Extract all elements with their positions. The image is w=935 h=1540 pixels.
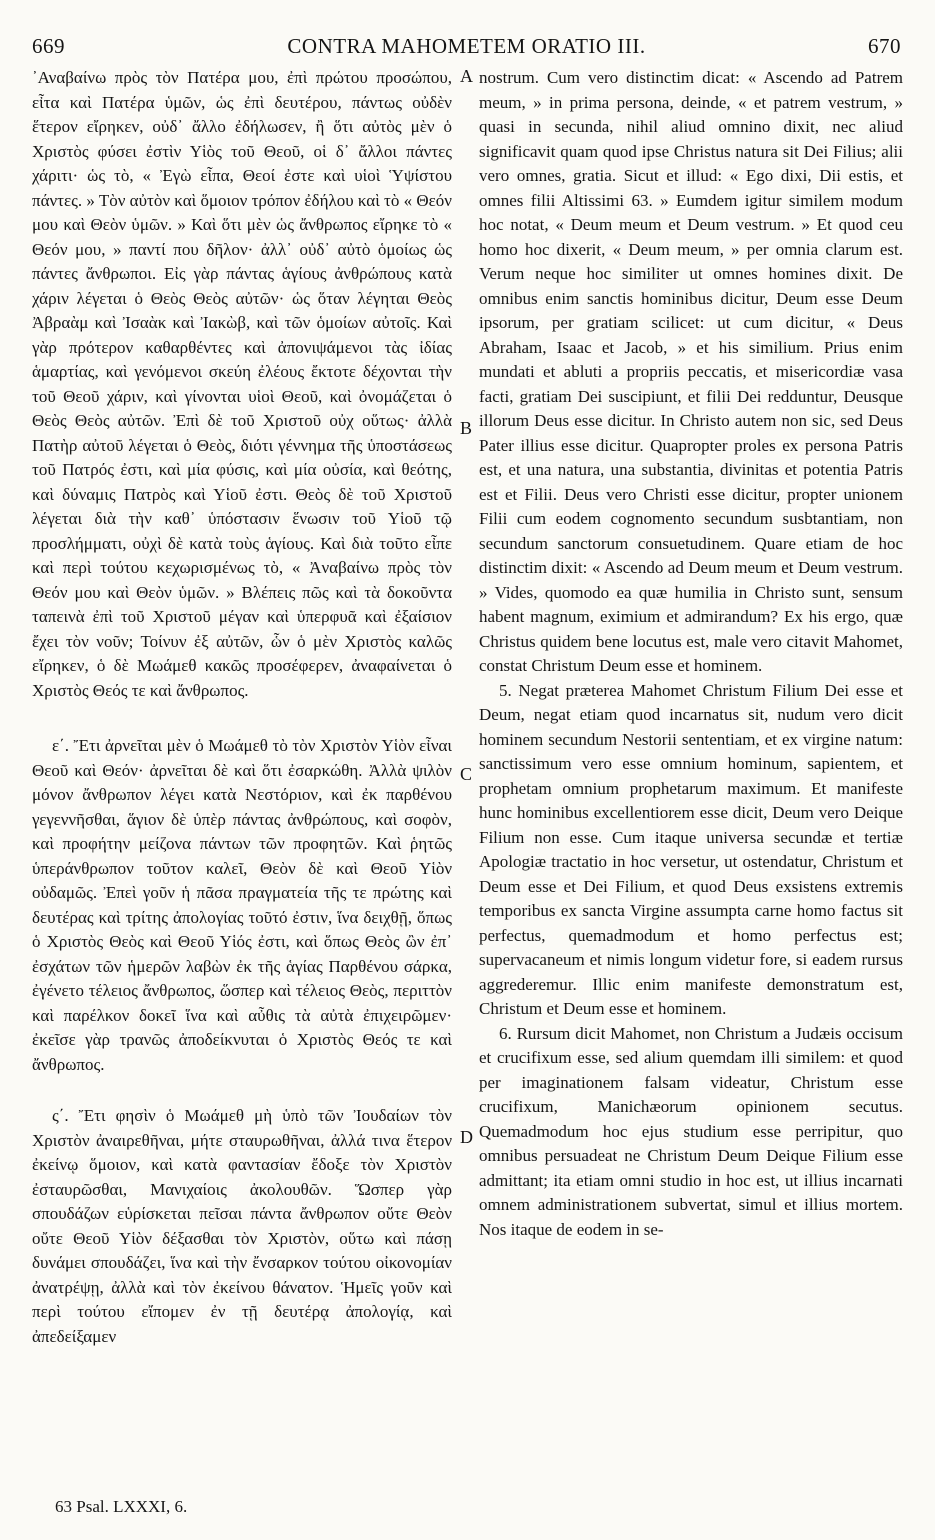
page-number-right: 670 [868,34,901,58]
greek-section-5: ε΄. Ἔτι ἀρνεῖται μὲν ὁ Μωάμεθ τὸ τὸν Χριστὸν Υἱὸν εἶναι Θεοῦ καὶ Θεόν· ἀρνεῖται δὲ καὶ ὅτι ἐσαρκώθη. Ἀλλὰ ψιλὸν μόνον ἄνθρωπον λέγει κατὰ Νεστόριον, καὶ ἐκ παρθένου γεγεννῆσθαι, ἅγιον δὲ ὑπὲρ πάντας ἀνθρώπους, καὶ σοφὸν, καὶ προφήτην μείζονα πάντων τῶν προφητῶν. Καὶ ῥητῶς ὑπεράνθρωπον τοῦτον καλεῖ, Θεὸν δὲ καὶ Θεοῦ Υἱὸν οὐδαμῶς. Ἐπεὶ γοῦν ἡ πᾶσα πραγματεία τῆς τε πρώτης καὶ δευτέρας καὶ τρίτης ἀπολογίας τοῦτό ἐστιν, ἵνα δειχθῇ, ὅπως ὁ Χριστὸς Θεὸς καὶ Θεοῦ Υἱός ἐστι, καὶ ὅπως Θεὸς ὢν ἐπ᾿ ἐσχάτων τῶν ἡμερῶν λαβὼν ἐκ τῆς ἁγίας Παρθένου σάρκα, ἐγένετο τέλειος ἄνθρωπος, ὥσπερ καὶ τέλειος Θεὸς, περιττὸν καὶ παρέλκον δοκεῖ ἵνα καὶ αὖθις τὰ αὐτὰ ἐπιχειρῶμεν· ἐκεῖσε γὰρ τρανῶς ἀποδείκνυται ὁ Χριστὸς Θεός τε καὶ ἄνθρωπος. [32,736,452,1074]
running-header [32,34,901,64]
greek-section-6: ς΄. Ἔτι φησὶν ὁ Μωάμεθ μὴ ὑπὸ τῶν Ἰουδαίων τὸν Χριστὸν ἀναιρεθῆναι, μήτε σταυρωθῆναι, ἀλλά τινα ἕτερον ἐκείνῳ ὅμοιον, καὶ κατὰ φαντασίαν ἔδοξε τὸν Χριστὸν ἐσταυρῶσθαι, Μανιχαίοις ἀκολουθῶν. Ὥσπερ γὰρ σπουδάζων εὑρίσκεται πεῖσαι πάντα ἄνθρωπον οὔτε Θεὸν οὔτε Θεοῦ Υἱὸν δέξασθαι τὸν Χριστὸν, οὕτω καὶ πάσῃ δυνάμει σπουδάζει, ἵνα καὶ τὴν ἔνσαρκον τούτου οἰκονομίαν ἀνατρέψῃ, ἀλλὰ καὶ τὸν ἐκείνου θάνατον. Ἡμεῖς γοῦν καὶ περὶ τούτου εἴπομεν ἐν τῇ δευτέρᾳ ἀπολογίᾳ, καὶ ἀπεδείξαμεν [32,1106,452,1346]
page-number-left: 669 [32,34,65,58]
margin-marker-d: D [460,1127,473,1147]
margin-marker-c: C [460,764,473,784]
footnote: 63 Psal. LXXXI, 6. [55,1497,188,1516]
greek-column [32,66,452,1349]
latin-column [479,66,903,1242]
latin-section-5: 5. Negat præterea Mahomet Christum Filium Dei esse et Deum, negat etiam quod incarnatus sit, nudum vero dicit hominem secundum Nestorii sententiam, et ex virgine natum: sanctissimum vero esse omnium hominum, sapientem, et prophetam omnium prophetarum maximum. Et manifeste hunc hominibus excellentiorem esse dicit, Deum vero Deique Filium non esse. Cum itaque universa secundæ et tertiæ Apologiæ tractatio in hoc versetur, ut ostendatur, Christum et Deum esse et Dei Filium, et quod Deus exsistens extremis temporibus ex sancta Virgine assumpta carne homo factus sit perfectus, quemadmodum et homo perfectus est; supervacaneum et nimis longum videtur fore, si eadem rursus aggrederemur. Illic enim manifeste demonstratum est, Christum et Deum esse et hominem. [479,680,903,1018]
greek-paragraph-1: ᾿Αναβαίνω πρὸς τὸν Πατέρα μου, ἐπὶ πρώτου προσώπου, εἶτα καὶ Πατέρα ὑμῶν, ὡς ἐπὶ δευτέρου, πάντως οὐδὲν ἕτερον εἴρηκεν, οὐδ᾿ ἄλλο ἐδήλωσεν, ἢ ὅτι αὐτὸς μὲν ὁ Χριστὸς φύσει ἐστὶν Υἱὸς τοῦ Θεοῦ, οἱ δ᾿ ἄλλοι πάντες χάριτι· ὡς τὸ, « Ἐγὼ εἶπα, Θεοί ἐστε καὶ υἱοὶ Ὑψίστου πάντες. » Τὸν αὐτὸν καὶ ὅμοιον τρόπον ἐδήλου καὶ τὸ « Θεόν μου καὶ Θεὸν ὑμῶν. » Καὶ ὅτι μὲν ὡς ἄνθρωπος εἴρηκε τὸ « Θεόν μου, » παντί που δῆλον· ἀλλ᾿ οὐδ᾿ αὐτὸ ὁμοίως ὡς πάντες ἄνθρωποι. Εἰς γὰρ πάντας ἁγίους ἀνθρώπους κατὰ χάριν λέγεται ὁ Θεὸς Θεὸς αὐτῶν· ὡς ὅταν λέγηται Θεὸς Ἀβραὰμ καὶ Ἰσαὰκ καὶ Ἰακὼβ, καὶ τῶν ὁμοίων αὐτοῖς. Καὶ γὰρ πρότερον καθαρθέντες καὶ ἀπονιψάμενοι τὰς ἰδίας ἁμαρτίας, καὶ γενόμενοι σκεύη ἐλέους ἔκτοτε δέχονται τὴν τοῦ Θεοῦ χάριν, καὶ γίνονται υἱοὶ Θεοῦ, καὶ ὀνομάζεται ὁ Θεὸς Θεὸς αὐτῶν. Ἐπὶ δὲ τοῦ Χριστοῦ οὐχ οὕτως· ἀλλὰ Πατὴρ αὐτοῦ λέγεται ὁ Θεὸς, διότι γέννημα τῆς ὑποστάσεως τοῦ Πατρός ἐστι, καὶ μία φύσις, καὶ μία οὐσία, καὶ θεότης, καὶ δύναμις Πατρὸς καὶ Υἱοῦ ἐστι. Θεὸς δὲ τοῦ Χριστοῦ λέγεται διὰ τὴν καθ᾿ ὑπόστασιν ἕνωσιν τοῦ Υἱοῦ τῷ προσλήμματι, οὐχὶ δὲ κατὰ τοὺς ἁγίους. Καὶ διὰ τοῦτο εἶπε καὶ περὶ τούτου κεχωρισμένως τὸ, « Ἀναβαίνω πρὸς τὸν Θεόν μου καὶ Θεὸν ὑμῶν. » Βλέπεις πῶς καὶ τὰ δοκοῦντα ταπεινὰ ἐπὶ τοῦ Χριστοῦ μέγαν καὶ ὑπερφυᾶ καὶ ἐξαίσιον ἔχει τὸν νοῦν; Τοίνυν ἐξ αὐτῶν, ὧν ὁ μὲν Χριστὸς καλῶς εἴρηκεν, ὁ δὲ Μωάμεθ κακῶς προσέφερεν, ἀναφαίνεται ὁ Χριστὸς Θεός τε καὶ ἄνθρωπος. [32,68,452,700]
running-title: CONTRA MAHOMETEM ORATIO III. [287,34,646,58]
latin-paragraph-1: nostrum. Cum vero distinctim dicat: « Ascendo ad Patrem meum, » in prima persona, deinde, « et patrem vestrum, » quasi in secunda, nihil aliud omnino dixit, nec aliud significavit quam quod ipse Christus natura sit Dei Filius; alii vero omnes, gratia. Sicut et illud: « Ego dixi, Dii estis, et omnes filii Altissimi 63. » Eumdem igitur similem modum hoc notat, « Deum meum et Deum vestrum. » Et quod ceu homo hoc dixerit, « Deum meum, » per omnia clarum est. Verum neque hoc similiter ut omnes homines dixit. De omnibus enim sanctis hominibus dicitur, Deum esse Deum ipsorum, per gratiam scilicet: ut cum dicitur, « Deus Abraham, Isaac et Jacob, » et his similium. Prius enim mundati et abluti a propriis peccatis, et misericordiæ vasa facti, gratiam Dei suscipiunt, et filii Dei redduntur, Deusque illorum Deus esse dicitur. In Christo autem non sic, sed Deus Pater illius esse dicitur. Quapropter proles ex persona Patris est, et una natura, una substantia, divinitas et potentia Patris est et Filii. Deus vero Christi esse dicitur, propter unionem Filii cum eodem cognomento secundum susbtantiam, non secundum sanctorum consuetudinem. Quare etiam de hoc distinctim dixit: « Ascendo ad Deum meum et Deum vestrum. » Vides, quomodo ea quæ humilia in Christo sunt, sensum habent magnum, eximium et admirandum? Ex his ergo, quæ Christus quidem bene locutus est, male vero citavit Mahomet, constat Christum Deum esse et hominem. [479,68,903,675]
latin-section-6: 6. Rursum dicit Mahomet, non Christum a Judæis occisum et crucifixum esse, sed alium quemdam illi similem: et quod per imaginationem falsam videatur, Christum esse crucifixum, Manichæorum opinionem secutus. Quemadmodum hoc ejus studium esse perripitur, quo omnibus persuadeat ne Christum Deum Deique Filium esse admittant; ita etiam omni studio in hoc est, ut illius incarnati omnem administrationem subvertat, simul et illius mortem. Nos itaque de eodem in se- [479,1023,903,1239]
margin-marker-a: A [460,66,473,86]
margin-marker-b: B [460,418,473,438]
